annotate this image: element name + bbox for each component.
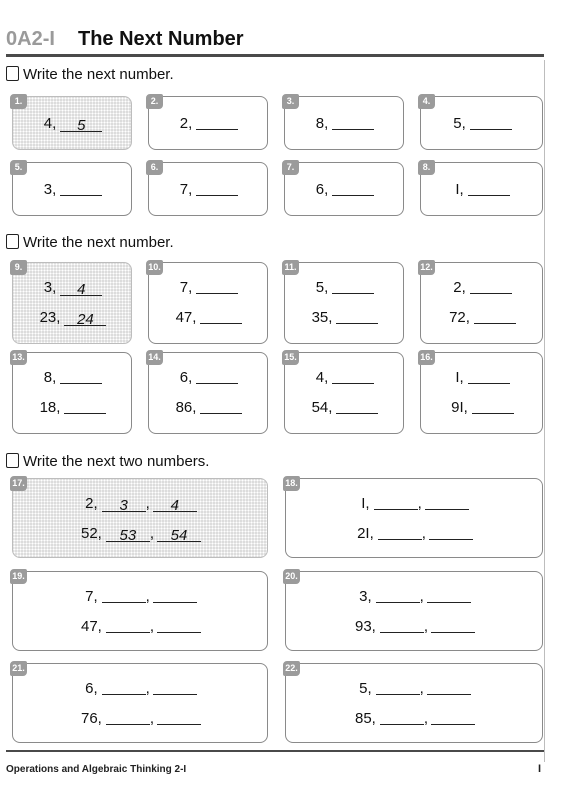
answer-blank[interactable] xyxy=(106,618,150,633)
start-number: 35, xyxy=(311,309,333,326)
sequence-line xyxy=(13,369,133,386)
start-number: 18, xyxy=(39,399,61,416)
problem-card xyxy=(420,162,543,216)
instruction-1 xyxy=(6,66,174,83)
start-number: I, xyxy=(361,495,370,512)
answer-blank[interactable] xyxy=(200,309,242,324)
problem-number: 8. xyxy=(418,160,435,175)
start-number: 8, xyxy=(315,115,329,132)
answer-blank[interactable] xyxy=(378,525,422,540)
sequence-line xyxy=(13,279,133,296)
answer-blank[interactable] xyxy=(332,115,374,130)
problem-card xyxy=(12,96,132,150)
sequence-line xyxy=(286,680,544,697)
start-number: 5, xyxy=(359,680,372,697)
separator: , xyxy=(423,710,429,727)
problem-card xyxy=(12,352,132,434)
start-number: 4, xyxy=(43,115,57,132)
start-number: 2, xyxy=(453,279,466,296)
answer-blank[interactable] xyxy=(468,369,510,384)
start-number: 3, xyxy=(43,279,57,296)
answer-blank[interactable] xyxy=(332,369,374,384)
problem-card xyxy=(420,262,543,344)
start-number: 6, xyxy=(179,369,193,386)
sequence-line xyxy=(149,115,269,132)
answer-blank[interactable] xyxy=(157,618,201,633)
answer-blank[interactable] xyxy=(376,680,420,695)
footer-text: Operations and Algebraic Thinking 2-I xyxy=(6,764,187,775)
answer-blank[interactable] xyxy=(336,309,378,324)
sequence-line xyxy=(13,588,269,605)
answer-blank[interactable] xyxy=(332,181,374,196)
start-number: 2, xyxy=(85,495,98,512)
page-number: I xyxy=(538,763,542,775)
start-number: 8, xyxy=(43,369,57,386)
sequence-line xyxy=(286,525,544,542)
answer-blank[interactable] xyxy=(60,369,102,384)
problem-number: 21. xyxy=(10,661,27,676)
start-number: 6, xyxy=(85,680,98,697)
problem-number: 3. xyxy=(282,94,299,109)
problem-card xyxy=(284,162,404,216)
problem-number: 14. xyxy=(146,350,163,365)
sequence-line xyxy=(13,495,269,512)
answer-blank[interactable] xyxy=(431,618,475,633)
footer-rule xyxy=(6,750,544,764)
start-number: 93, xyxy=(354,618,376,635)
sequence-line xyxy=(149,369,269,386)
problem-card xyxy=(148,96,268,150)
start-number: 2I, xyxy=(357,525,374,542)
answer-blank[interactable] xyxy=(380,710,424,725)
problem-card xyxy=(12,478,268,558)
answer-blank[interactable] xyxy=(196,279,238,294)
start-number: 86, xyxy=(175,399,197,416)
answer-blank[interactable] xyxy=(332,279,374,294)
answer-blank[interactable] xyxy=(470,279,512,294)
problem-number: 7. xyxy=(282,160,299,175)
start-number: 76, xyxy=(80,710,102,727)
problem-card xyxy=(148,262,268,344)
answer-blank[interactable] xyxy=(196,115,238,130)
answer-blank[interactable] xyxy=(427,680,471,695)
problem-number: 10. xyxy=(146,260,163,275)
sequence-line xyxy=(286,588,544,605)
problem-card xyxy=(420,352,543,434)
separator: , xyxy=(419,680,424,697)
problem-card xyxy=(148,352,268,434)
problem-card xyxy=(12,571,268,651)
page-header xyxy=(6,28,544,57)
sequence-line xyxy=(285,115,405,132)
start-number: 7, xyxy=(179,181,193,198)
answer-blank[interactable] xyxy=(64,399,106,414)
separator: , xyxy=(423,618,429,635)
answer-blank[interactable] xyxy=(153,680,197,695)
separator: , xyxy=(149,710,155,727)
problem-number: 9. xyxy=(10,260,27,275)
problem-number: 15. xyxy=(282,350,299,365)
start-number: 54, xyxy=(311,399,333,416)
start-number: 52, xyxy=(80,525,102,542)
start-number: 7, xyxy=(179,279,193,296)
sequence-line xyxy=(149,279,269,296)
start-number: I, xyxy=(455,369,464,386)
sample-answer: 54 xyxy=(157,527,201,542)
answer-blank[interactable] xyxy=(425,495,469,510)
answer-blank[interactable] xyxy=(429,525,473,540)
problem-card xyxy=(12,663,268,743)
sequence-line xyxy=(286,710,544,727)
sequence-line xyxy=(421,369,544,386)
answer-blank[interactable] xyxy=(470,115,512,130)
problem-number: 17. xyxy=(10,476,27,491)
sequence-line xyxy=(149,181,269,198)
problem-number: 19. xyxy=(10,569,27,584)
answer-blank[interactable] xyxy=(380,618,424,633)
problem-number: 16. xyxy=(418,350,435,365)
sequence-line xyxy=(13,309,133,326)
answer-blank[interactable] xyxy=(200,399,242,414)
problem-number: 5. xyxy=(10,160,27,175)
separator: , xyxy=(419,588,424,605)
start-number: 47, xyxy=(80,618,102,635)
problem-card xyxy=(148,162,268,216)
sequence-line xyxy=(149,309,269,326)
sequence-line xyxy=(286,618,544,635)
sequence-line xyxy=(285,181,405,198)
answer-blank[interactable] xyxy=(102,588,146,603)
sequence-line xyxy=(13,399,133,416)
problem-number: 20. xyxy=(283,569,300,584)
answer-blank[interactable] xyxy=(336,399,378,414)
start-number: 5, xyxy=(453,115,466,132)
answer-blank[interactable] xyxy=(196,369,238,384)
checkbox-icon[interactable] xyxy=(6,453,19,468)
start-number: 4, xyxy=(315,369,329,386)
sample-answer: 4 xyxy=(153,497,197,512)
start-number: 47, xyxy=(175,309,197,326)
problem-card xyxy=(284,352,404,434)
answer-blank[interactable] xyxy=(474,309,516,324)
answer-blank[interactable] xyxy=(157,710,201,725)
problem-number: 6. xyxy=(146,160,163,175)
sequence-line xyxy=(13,115,133,132)
sequence-line xyxy=(285,399,405,416)
separator: , xyxy=(145,588,150,605)
sequence-line xyxy=(421,309,544,326)
problem-number: 18. xyxy=(283,476,300,491)
separator: , xyxy=(149,618,155,635)
sequence-line xyxy=(13,525,269,542)
separator: , xyxy=(145,680,150,697)
sequence-line xyxy=(149,399,269,416)
start-number: 85, xyxy=(354,710,376,727)
problem-card xyxy=(284,96,404,150)
sample-answer: 24 xyxy=(64,311,106,326)
start-number: 23, xyxy=(39,309,61,326)
start-number: 2, xyxy=(179,115,193,132)
problem-card xyxy=(284,262,404,344)
answer-blank[interactable] xyxy=(102,680,146,695)
sequence-line xyxy=(286,495,544,512)
answer-blank[interactable] xyxy=(427,588,471,603)
start-number: I, xyxy=(455,181,464,198)
answer-blank[interactable] xyxy=(196,181,238,196)
sample-answer: 5 xyxy=(60,117,102,132)
start-number: 72, xyxy=(449,309,470,326)
answer-blank[interactable] xyxy=(374,495,418,510)
start-number: 3, xyxy=(359,588,372,605)
page-title: The Next Number xyxy=(78,28,244,50)
start-number: 5, xyxy=(315,279,329,296)
margin-rule xyxy=(544,60,545,762)
sequence-line xyxy=(421,279,544,296)
problem-card xyxy=(285,571,543,651)
sequence-line xyxy=(13,710,269,727)
problem-number: 11. xyxy=(282,260,299,275)
separator: , xyxy=(417,495,422,512)
start-number: 6, xyxy=(315,181,329,198)
lesson-code: 0A2-I xyxy=(6,28,55,50)
checkbox-icon[interactable] xyxy=(6,66,19,81)
problem-number: 13. xyxy=(10,350,27,365)
problem-number: 22. xyxy=(283,661,300,676)
sample-answer: 4 xyxy=(60,281,102,296)
sequence-line xyxy=(421,115,544,132)
separator: , xyxy=(421,525,426,542)
problem-number: 1. xyxy=(10,94,27,109)
sequence-line xyxy=(13,618,269,635)
sequence-line xyxy=(421,181,544,198)
answer-blank[interactable] xyxy=(106,710,150,725)
separator: , xyxy=(145,495,150,512)
problem-card xyxy=(12,162,132,216)
problem-number: 12. xyxy=(418,260,435,275)
start-number: 7, xyxy=(85,588,98,605)
answer-blank[interactable] xyxy=(468,181,510,196)
instruction-text: Write the next two numbers. xyxy=(23,453,210,470)
answer-blank[interactable] xyxy=(472,399,514,414)
problem-card xyxy=(12,262,132,344)
instruction-2 xyxy=(6,234,174,251)
checkbox-icon[interactable] xyxy=(6,234,19,249)
problem-number: 4. xyxy=(418,94,435,109)
sequence-line xyxy=(13,181,133,198)
problem-card xyxy=(285,478,543,558)
sequence-line xyxy=(285,309,405,326)
answer-blank[interactable] xyxy=(376,588,420,603)
separator: , xyxy=(149,525,155,542)
instruction-3 xyxy=(6,453,209,470)
start-number: 9I, xyxy=(451,399,468,416)
problem-number: 2. xyxy=(146,94,163,109)
instruction-text: Write the next number. xyxy=(23,66,174,83)
sequence-line xyxy=(13,680,269,697)
sequence-line xyxy=(285,369,405,386)
sequence-line xyxy=(421,399,544,416)
problem-card xyxy=(420,96,543,150)
start-number: 3, xyxy=(43,181,57,198)
instruction-text: Write the next number. xyxy=(23,234,174,251)
answer-blank[interactable] xyxy=(60,181,102,196)
answer-blank[interactable] xyxy=(153,588,197,603)
sample-answer: 3 xyxy=(102,497,146,512)
answer-blank[interactable] xyxy=(431,710,475,725)
sample-answer: 53 xyxy=(106,527,150,542)
sequence-line xyxy=(285,279,405,296)
problem-card xyxy=(285,663,543,743)
